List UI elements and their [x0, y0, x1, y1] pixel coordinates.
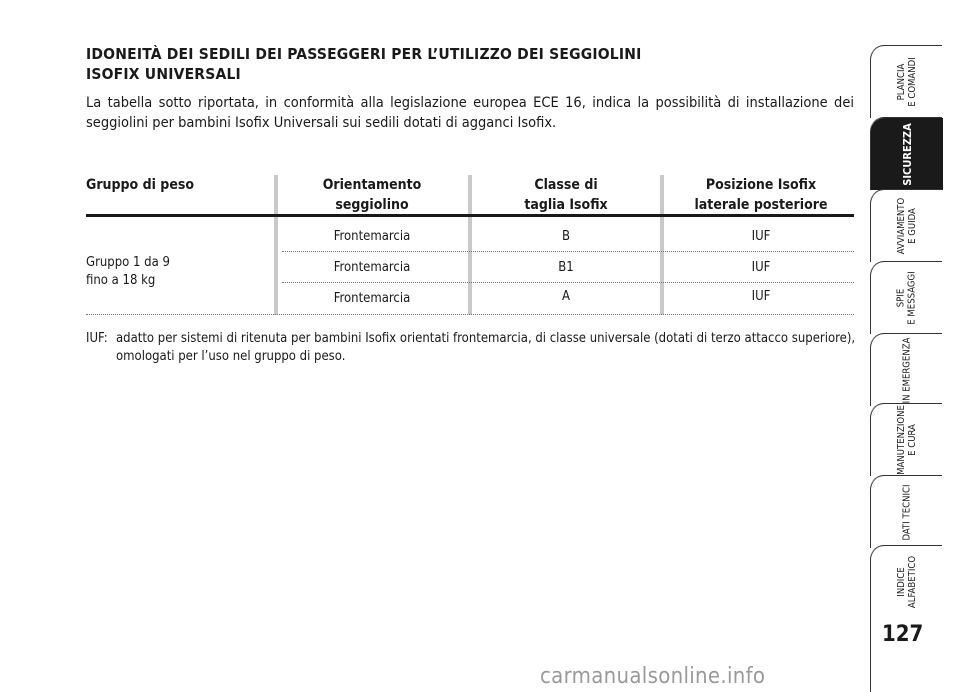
header-size-class [476, 175, 656, 215]
table-header-rule [86, 214, 854, 217]
tab-dati-tecnici[interactable] [870, 476, 943, 548]
cell-orientation: Frontemarcia [333, 291, 411, 306]
weight-group-line-2: fino a 18 kg [86, 273, 156, 288]
tab-in-emergenza[interactable] [870, 334, 943, 406]
tab-label: SICUREZZA [900, 122, 914, 186]
header-weight-group: Gruppo di peso [86, 177, 195, 193]
header-orientation-line-1: Orientamento [322, 177, 422, 193]
header-orientation-line-2: seggiolino [335, 197, 409, 213]
column-divider [468, 175, 472, 315]
intro-paragraph: La tabella sotto riportata, in conformità alla legislazione europea ECE 16, indica la possibilità di installazione dei seggiolini per bambini Isofix Universali sui sedili dotati di agganci Isofix. [86, 95, 854, 131]
cell-orientation: Frontemarcia [333, 260, 411, 275]
tab-label: IN EMERGENZA [901, 337, 913, 403]
page-number: 127 [882, 622, 924, 647]
cell-position: IUF [751, 289, 771, 304]
column-divider [274, 175, 278, 315]
tab-plancia-e-comandi[interactable] [870, 46, 943, 118]
cell-size-class: B [561, 229, 571, 244]
weight-group-label [86, 254, 170, 290]
tab-avviamento-e-guida[interactable] [870, 190, 943, 262]
tab-label: DATI TECNICI [901, 484, 913, 540]
tab-sicurezza[interactable] [870, 118, 943, 190]
tab-label: PLANCIA E COMANDI [896, 57, 918, 107]
header-orientation [282, 175, 462, 215]
header-size-class-line-1: Classe di [534, 177, 598, 193]
tab-label: AVVIAMENTO E GUIDA [896, 197, 918, 255]
header-position-line-1: Posizione Isofix [705, 177, 817, 193]
cell-position: IUF [751, 260, 771, 275]
chapter-sidebar [870, 18, 960, 678]
header-size-class-line-2: taglia Isofix [524, 197, 608, 213]
section-title [86, 44, 786, 84]
cell-position: IUF [751, 229, 771, 244]
column-divider [660, 175, 664, 315]
footnote-text: adatto per sistemi di ritenuta per bambini Isofix orientati frontemarcia, di classe universale (dotati di terzo attacco superiore), omologati per l’uso nel gruppo di peso. [116, 331, 856, 364]
header-position-line-2: laterale posteriore [694, 197, 828, 213]
cell-orientation: Frontemarcia [333, 229, 411, 244]
page-number-rule [870, 618, 871, 692]
table-bottom-rule [86, 314, 854, 315]
footnote-label: IUF: [86, 331, 108, 346]
section-title-line-1: IDONEITÀ DEI SEDILI DEI PASSEGGERI PER L’UTILIZZO DEI SEGGIOLINI [86, 45, 642, 63]
row-divider [282, 251, 854, 252]
tab-label: INDICE ALFABETICO [895, 555, 918, 609]
header-position [668, 175, 854, 215]
weight-group-line-1: Gruppo 1 da 9 [86, 255, 170, 270]
cell-size-class: A [562, 289, 570, 304]
tab-label: SPIE E MESSAGGI [896, 271, 918, 325]
row-divider [282, 282, 854, 283]
tab-indice-alfabetico[interactable] [870, 546, 943, 618]
watermark: carmanualsonline.info [540, 664, 766, 689]
cell-size-class: B1 [558, 260, 574, 275]
tab-manutenzione-e-cura[interactable] [870, 404, 943, 476]
tab-label: MANUTENZIONE E CURA [896, 405, 918, 475]
section-title-line-2: ISOFIX UNIVERSALI [86, 65, 241, 83]
tab-spie-e-messaggi[interactable] [870, 262, 943, 334]
